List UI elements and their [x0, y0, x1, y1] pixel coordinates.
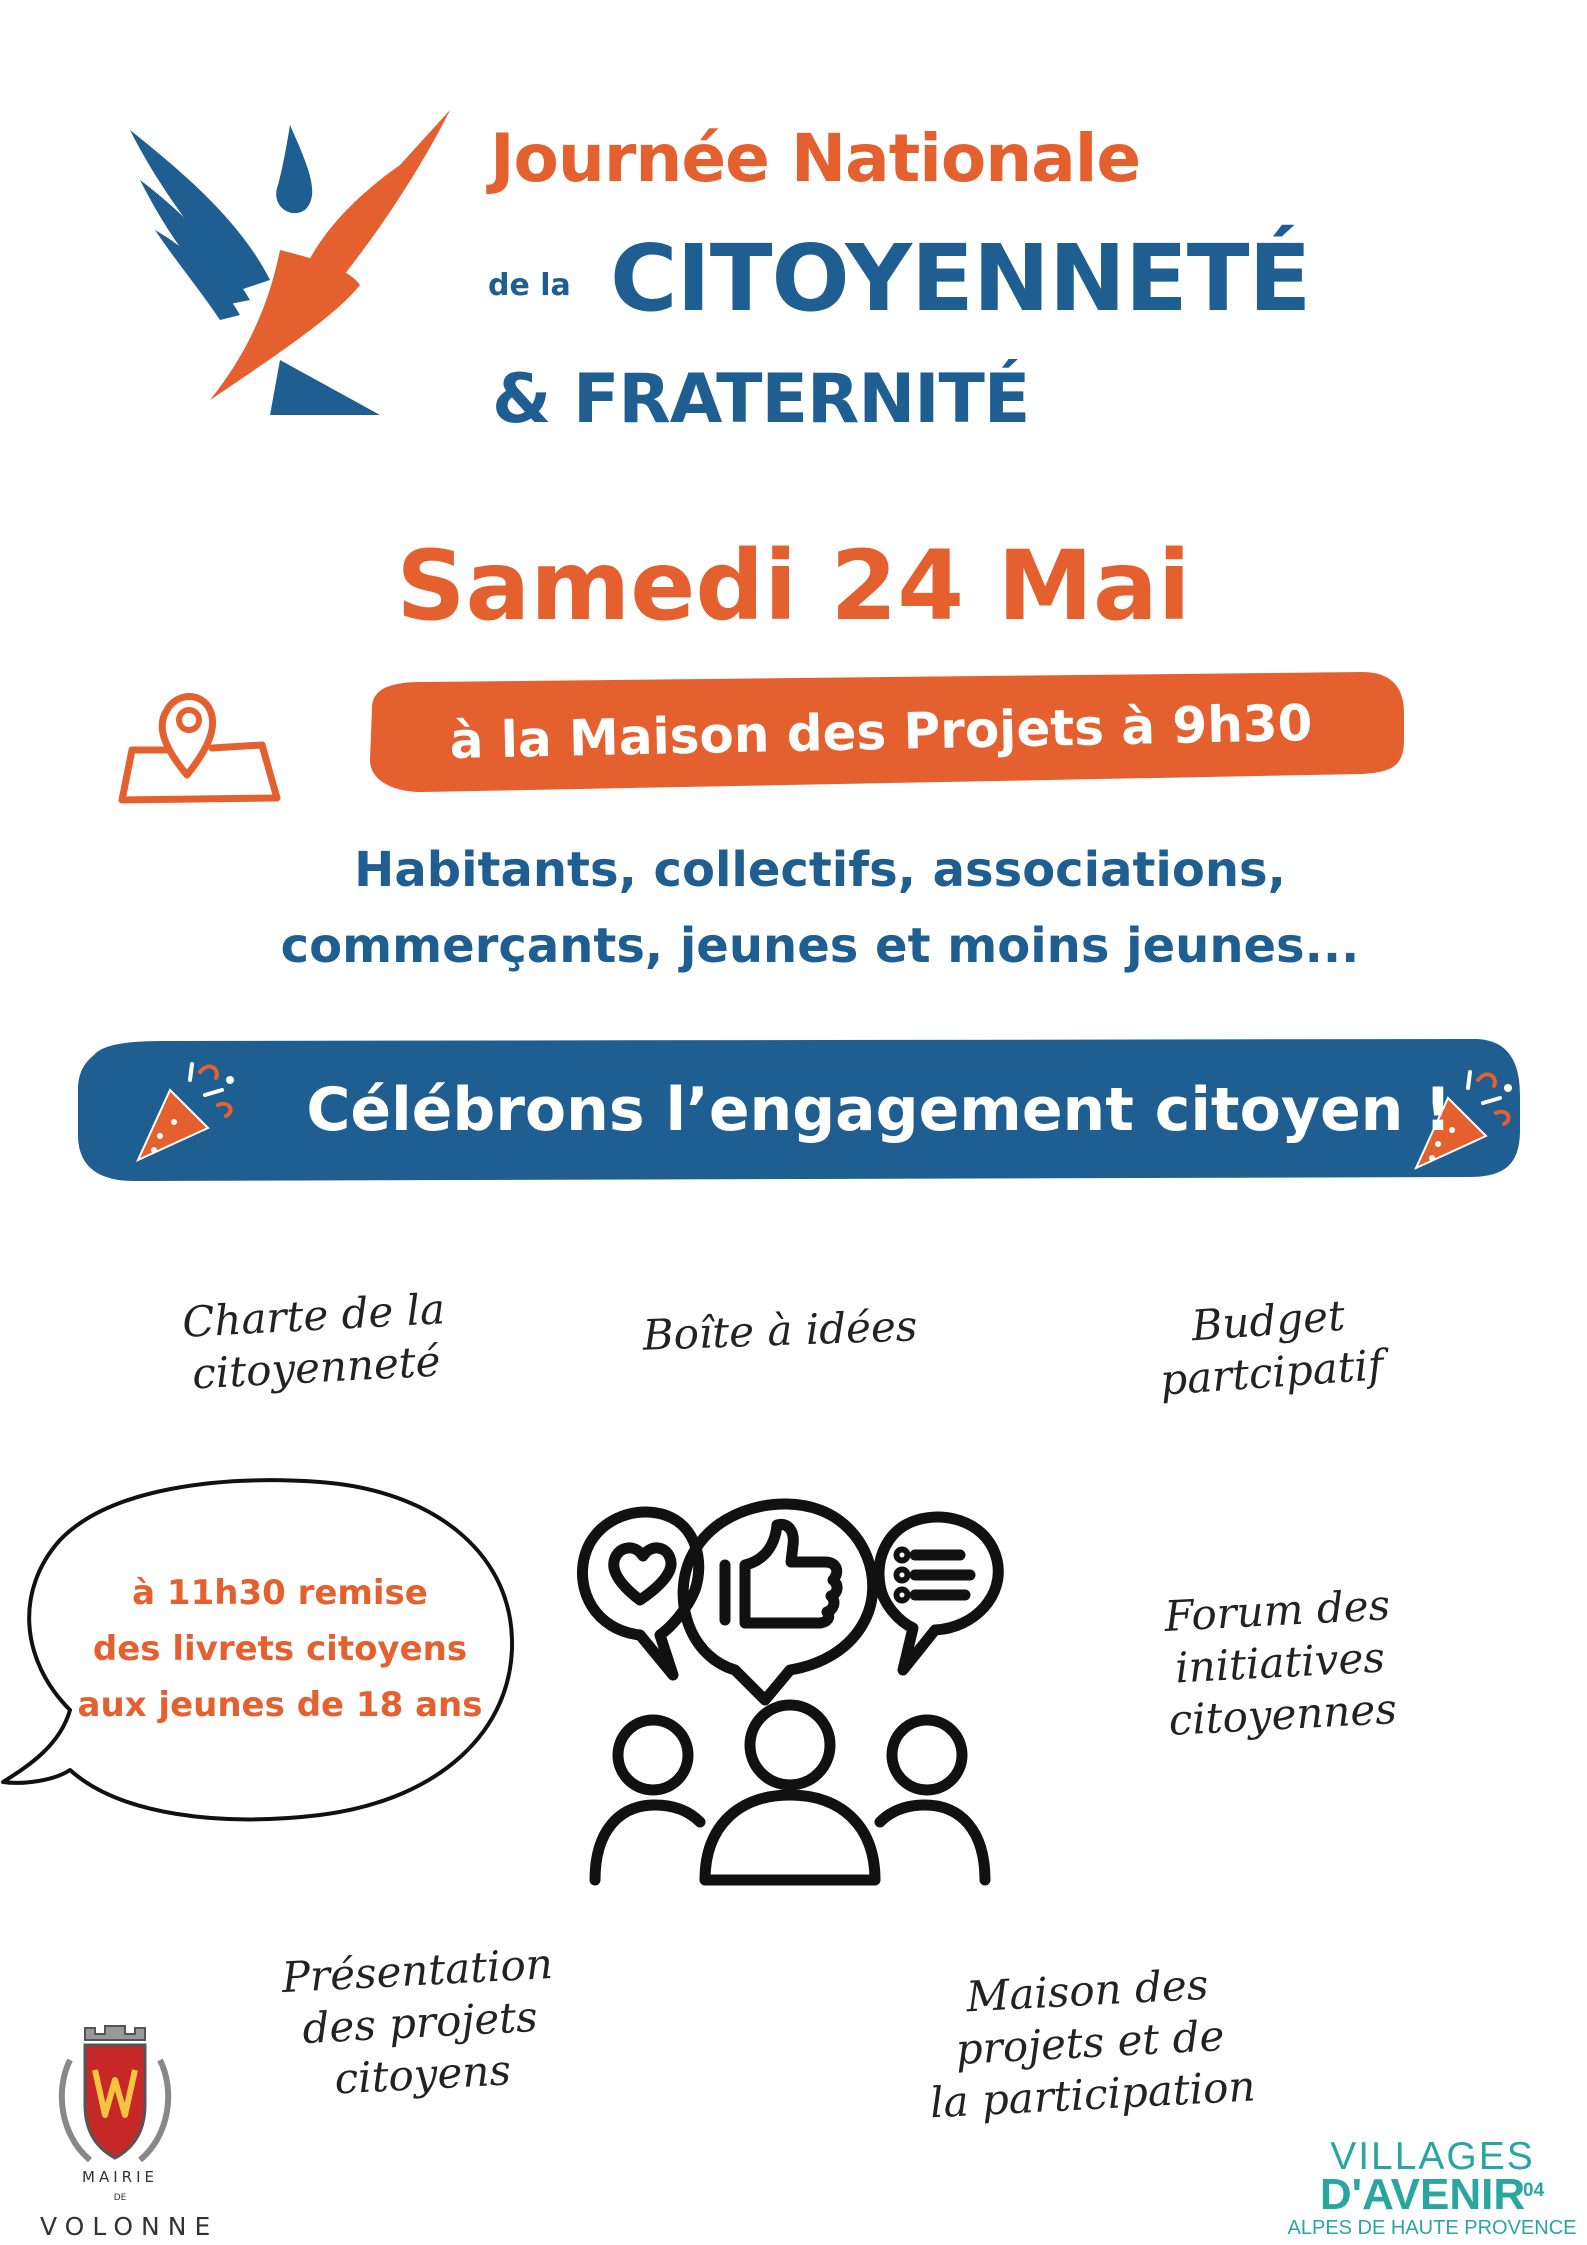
- header-title-line2: CITOYENNETÉ: [610, 225, 1311, 332]
- bubble-line2: des livrets citoyens: [92, 1629, 468, 1669]
- mairie-label: MAIRIE: [82, 2168, 158, 2186]
- map-pin-icon: [112, 680, 287, 810]
- bird-logo-icon: [120, 110, 500, 450]
- activity-forum: Forum des initiatives citoyennes: [1163, 1580, 1398, 1745]
- event-place: à la Maison des Projets à 9h30: [449, 693, 1313, 771]
- villages-logo-region: ALPES DE HAUTE PROVENCE: [1287, 2217, 1577, 2239]
- bubble-text: [70, 1565, 490, 1733]
- audience-line1: Habitants, collectifs, associations,: [354, 842, 1286, 898]
- banner-text: Célébrons l’engagement citoyen !: [306, 1075, 1452, 1145]
- bubble-line3: aux jeunes de 18 ans: [77, 1685, 483, 1725]
- activity-charte: Charte de la citoyenneté: [181, 1284, 447, 1399]
- audience-line2: commerçants, jeunes et moins jeunes...: [280, 918, 1360, 974]
- coat-of-arms-icon: [50, 2020, 180, 2180]
- villages-logo-number: 04: [1523, 2180, 1545, 2201]
- event-date: Samedi 24 Mai: [396, 530, 1191, 642]
- community-feedback-icon: [565, 1470, 1015, 1890]
- activity-budget: Budget partcipatif: [1158, 1290, 1386, 1405]
- villages-logo-line1: VILLAGES: [1330, 2135, 1535, 2178]
- header-title-de-la: de la: [488, 268, 571, 303]
- bubble-line1: à 11h30 remise: [132, 1573, 428, 1613]
- header-title-line1: Journée Nationale: [490, 120, 1141, 197]
- activity-boite-idees: Boîte à idées: [641, 1301, 919, 1360]
- town-label: VOLONNE: [40, 2212, 219, 2241]
- activity-presentation: Présentation des projets citoyens: [280, 1939, 554, 2104]
- header-title-line3: & FRATERNITÉ: [492, 360, 1030, 439]
- de-label: DE: [113, 2193, 127, 2203]
- activity-maison: Maison des projets et de la participation: [928, 1959, 1257, 2128]
- villages-logo-line2: D'AVENIR: [1319, 2170, 1526, 2219]
